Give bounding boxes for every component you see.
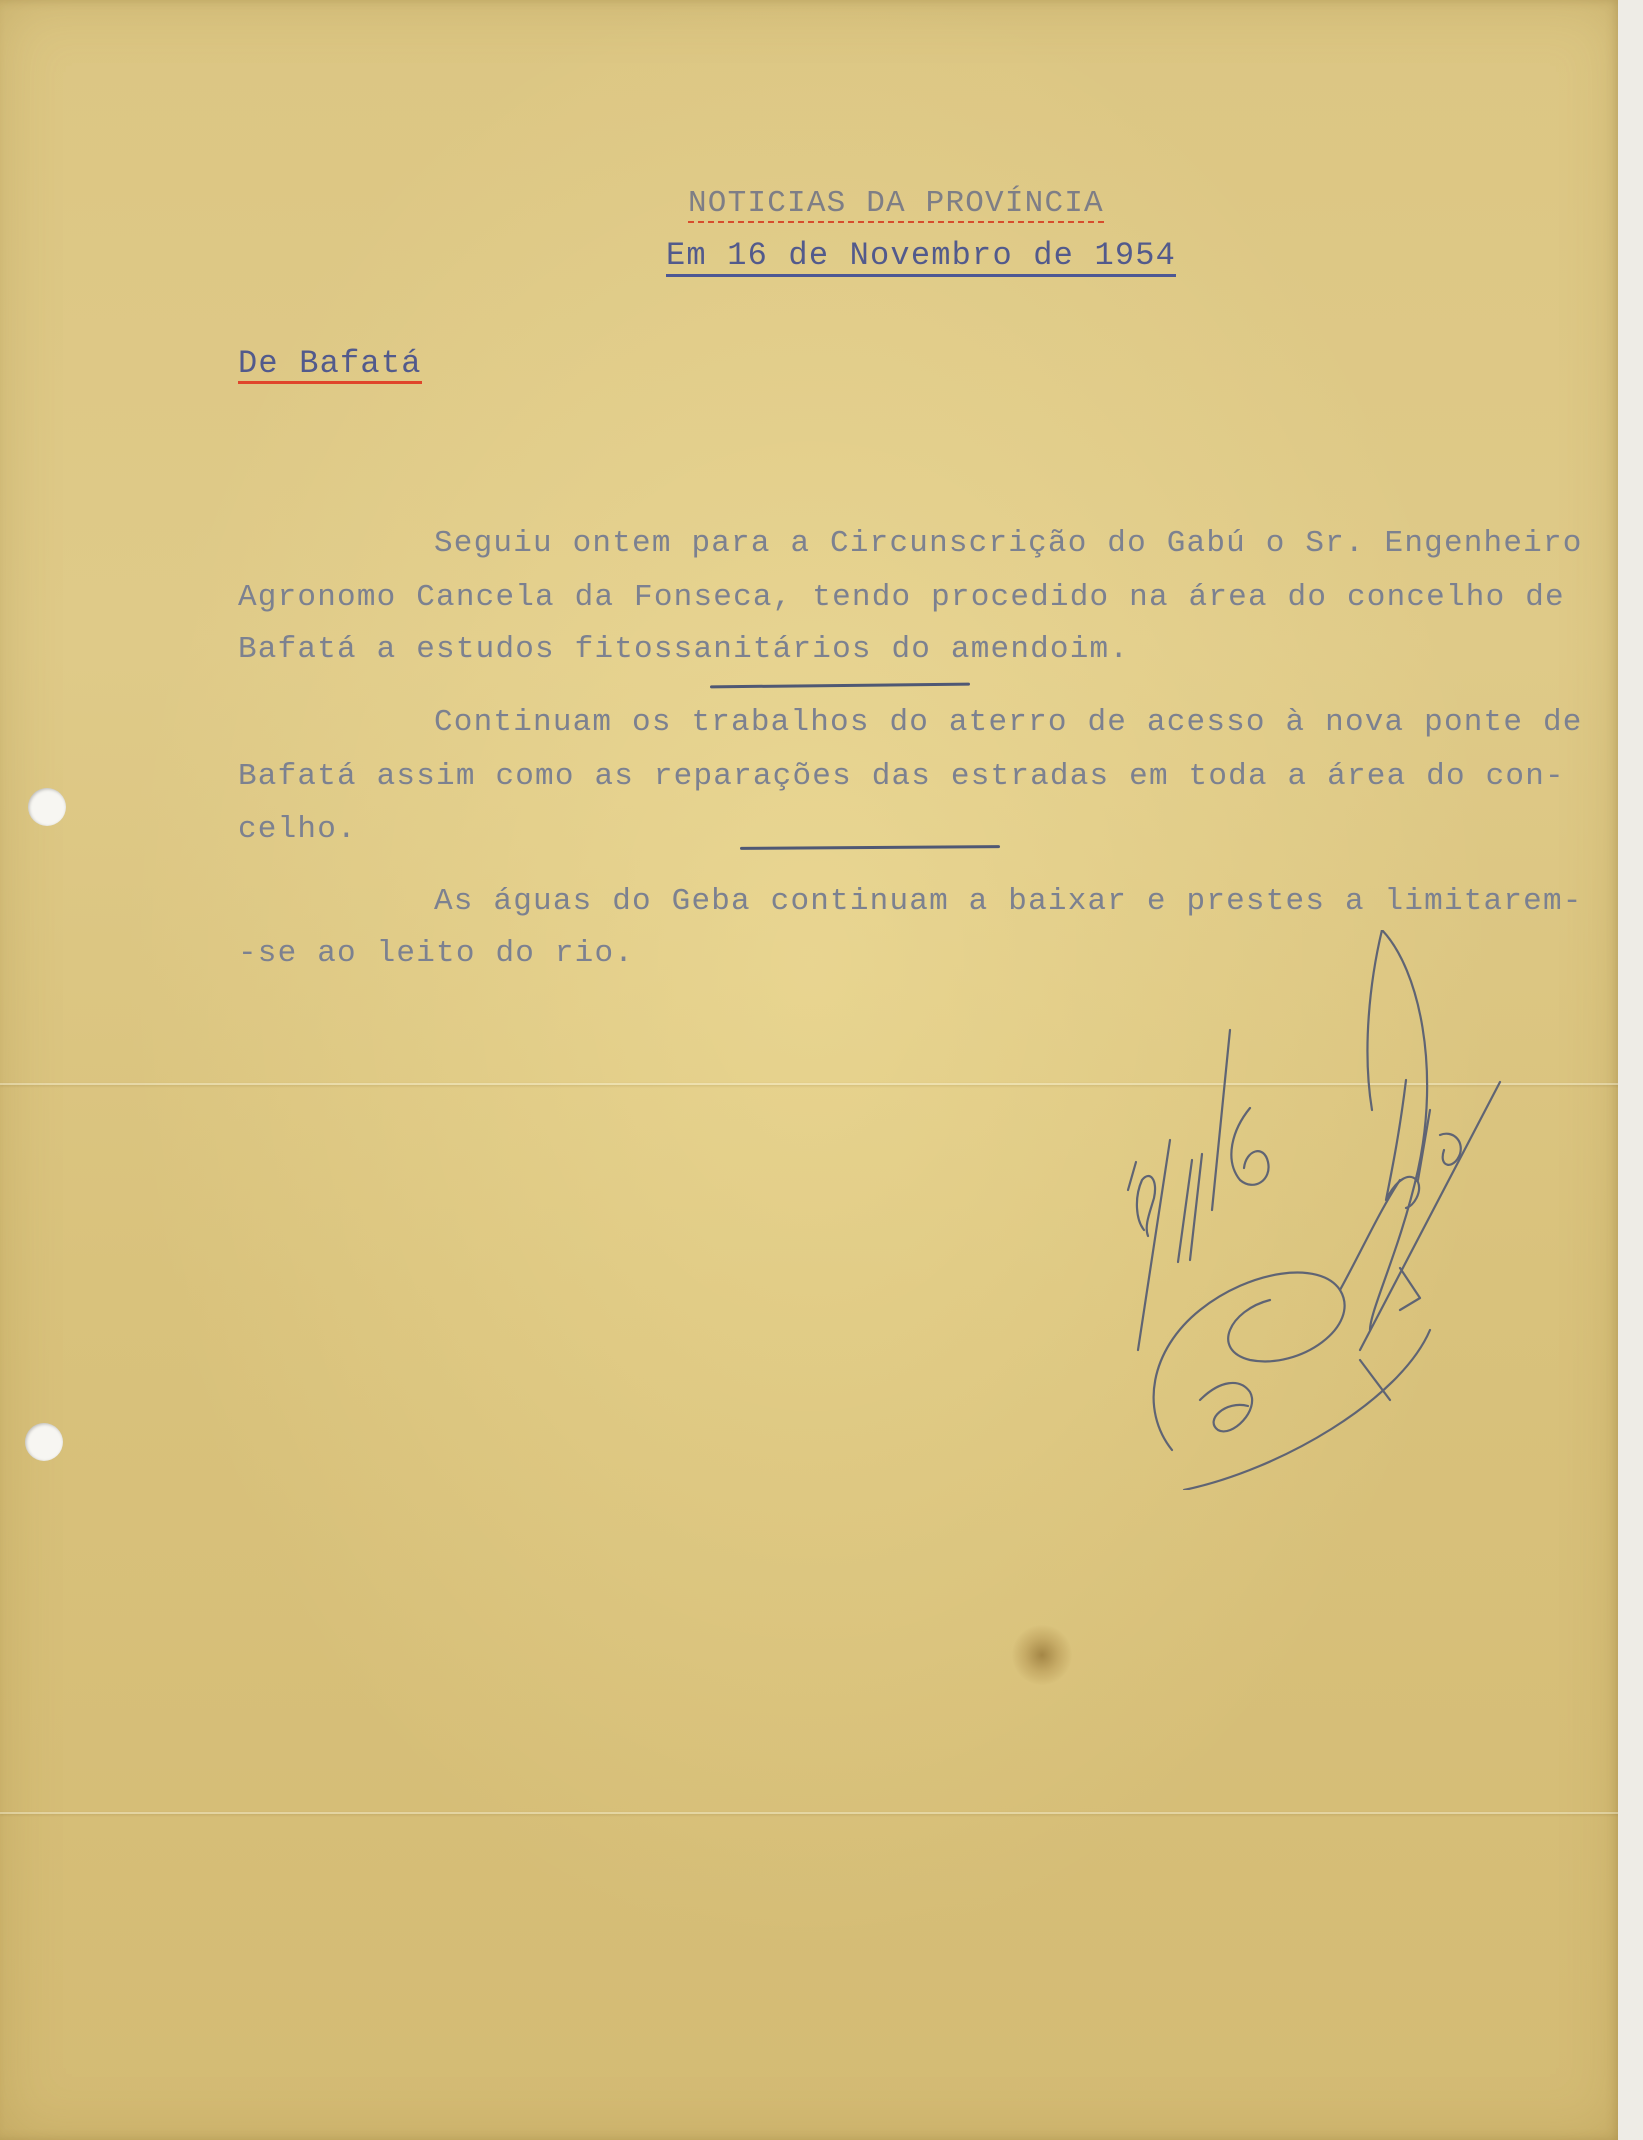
separator-rule xyxy=(740,845,1000,850)
paragraph-1-line-3: Bafatá a estudos fitossanitários do amendoim. xyxy=(238,632,1130,667)
paragraph-1-line-1: Seguiu ontem para a Circunscrição do Gabú o Sr. Engenheiro xyxy=(434,526,1583,561)
paragraph-1-line-2: Agronomo Cancela da Fonseca, tendo procedido na área do concelho de xyxy=(238,580,1565,615)
separator-rule xyxy=(710,683,970,689)
paragraph-2-line-1: Continuam os trabalhos do aterro de acesso à nova ponte de xyxy=(434,705,1583,740)
dateline-place: De Bafatá xyxy=(238,345,422,382)
page-edge xyxy=(1618,0,1643,2140)
punch-hole xyxy=(28,788,66,826)
paragraph-2-line-2: Bafatá assim como as reparações das estradas em toda a área do con- xyxy=(238,759,1565,794)
paragraph-2-line-3: celho. xyxy=(238,812,357,847)
paragraph-3-line-1: As águas do Geba continuam a baixar e prestes a limitarem- xyxy=(434,884,1583,919)
handwritten-signature xyxy=(1100,930,1540,1490)
document-heading: NOTICIAS DA PROVÍNCIA xyxy=(688,186,1104,221)
paper-fold xyxy=(0,1812,1622,1814)
paragraph-3-line-2: -se ao leito do rio. xyxy=(238,936,635,971)
punch-hole xyxy=(25,1423,63,1461)
document-date: Em 16 de Novembro de 1954 xyxy=(666,240,1176,277)
paper-stain xyxy=(1012,1625,1072,1685)
